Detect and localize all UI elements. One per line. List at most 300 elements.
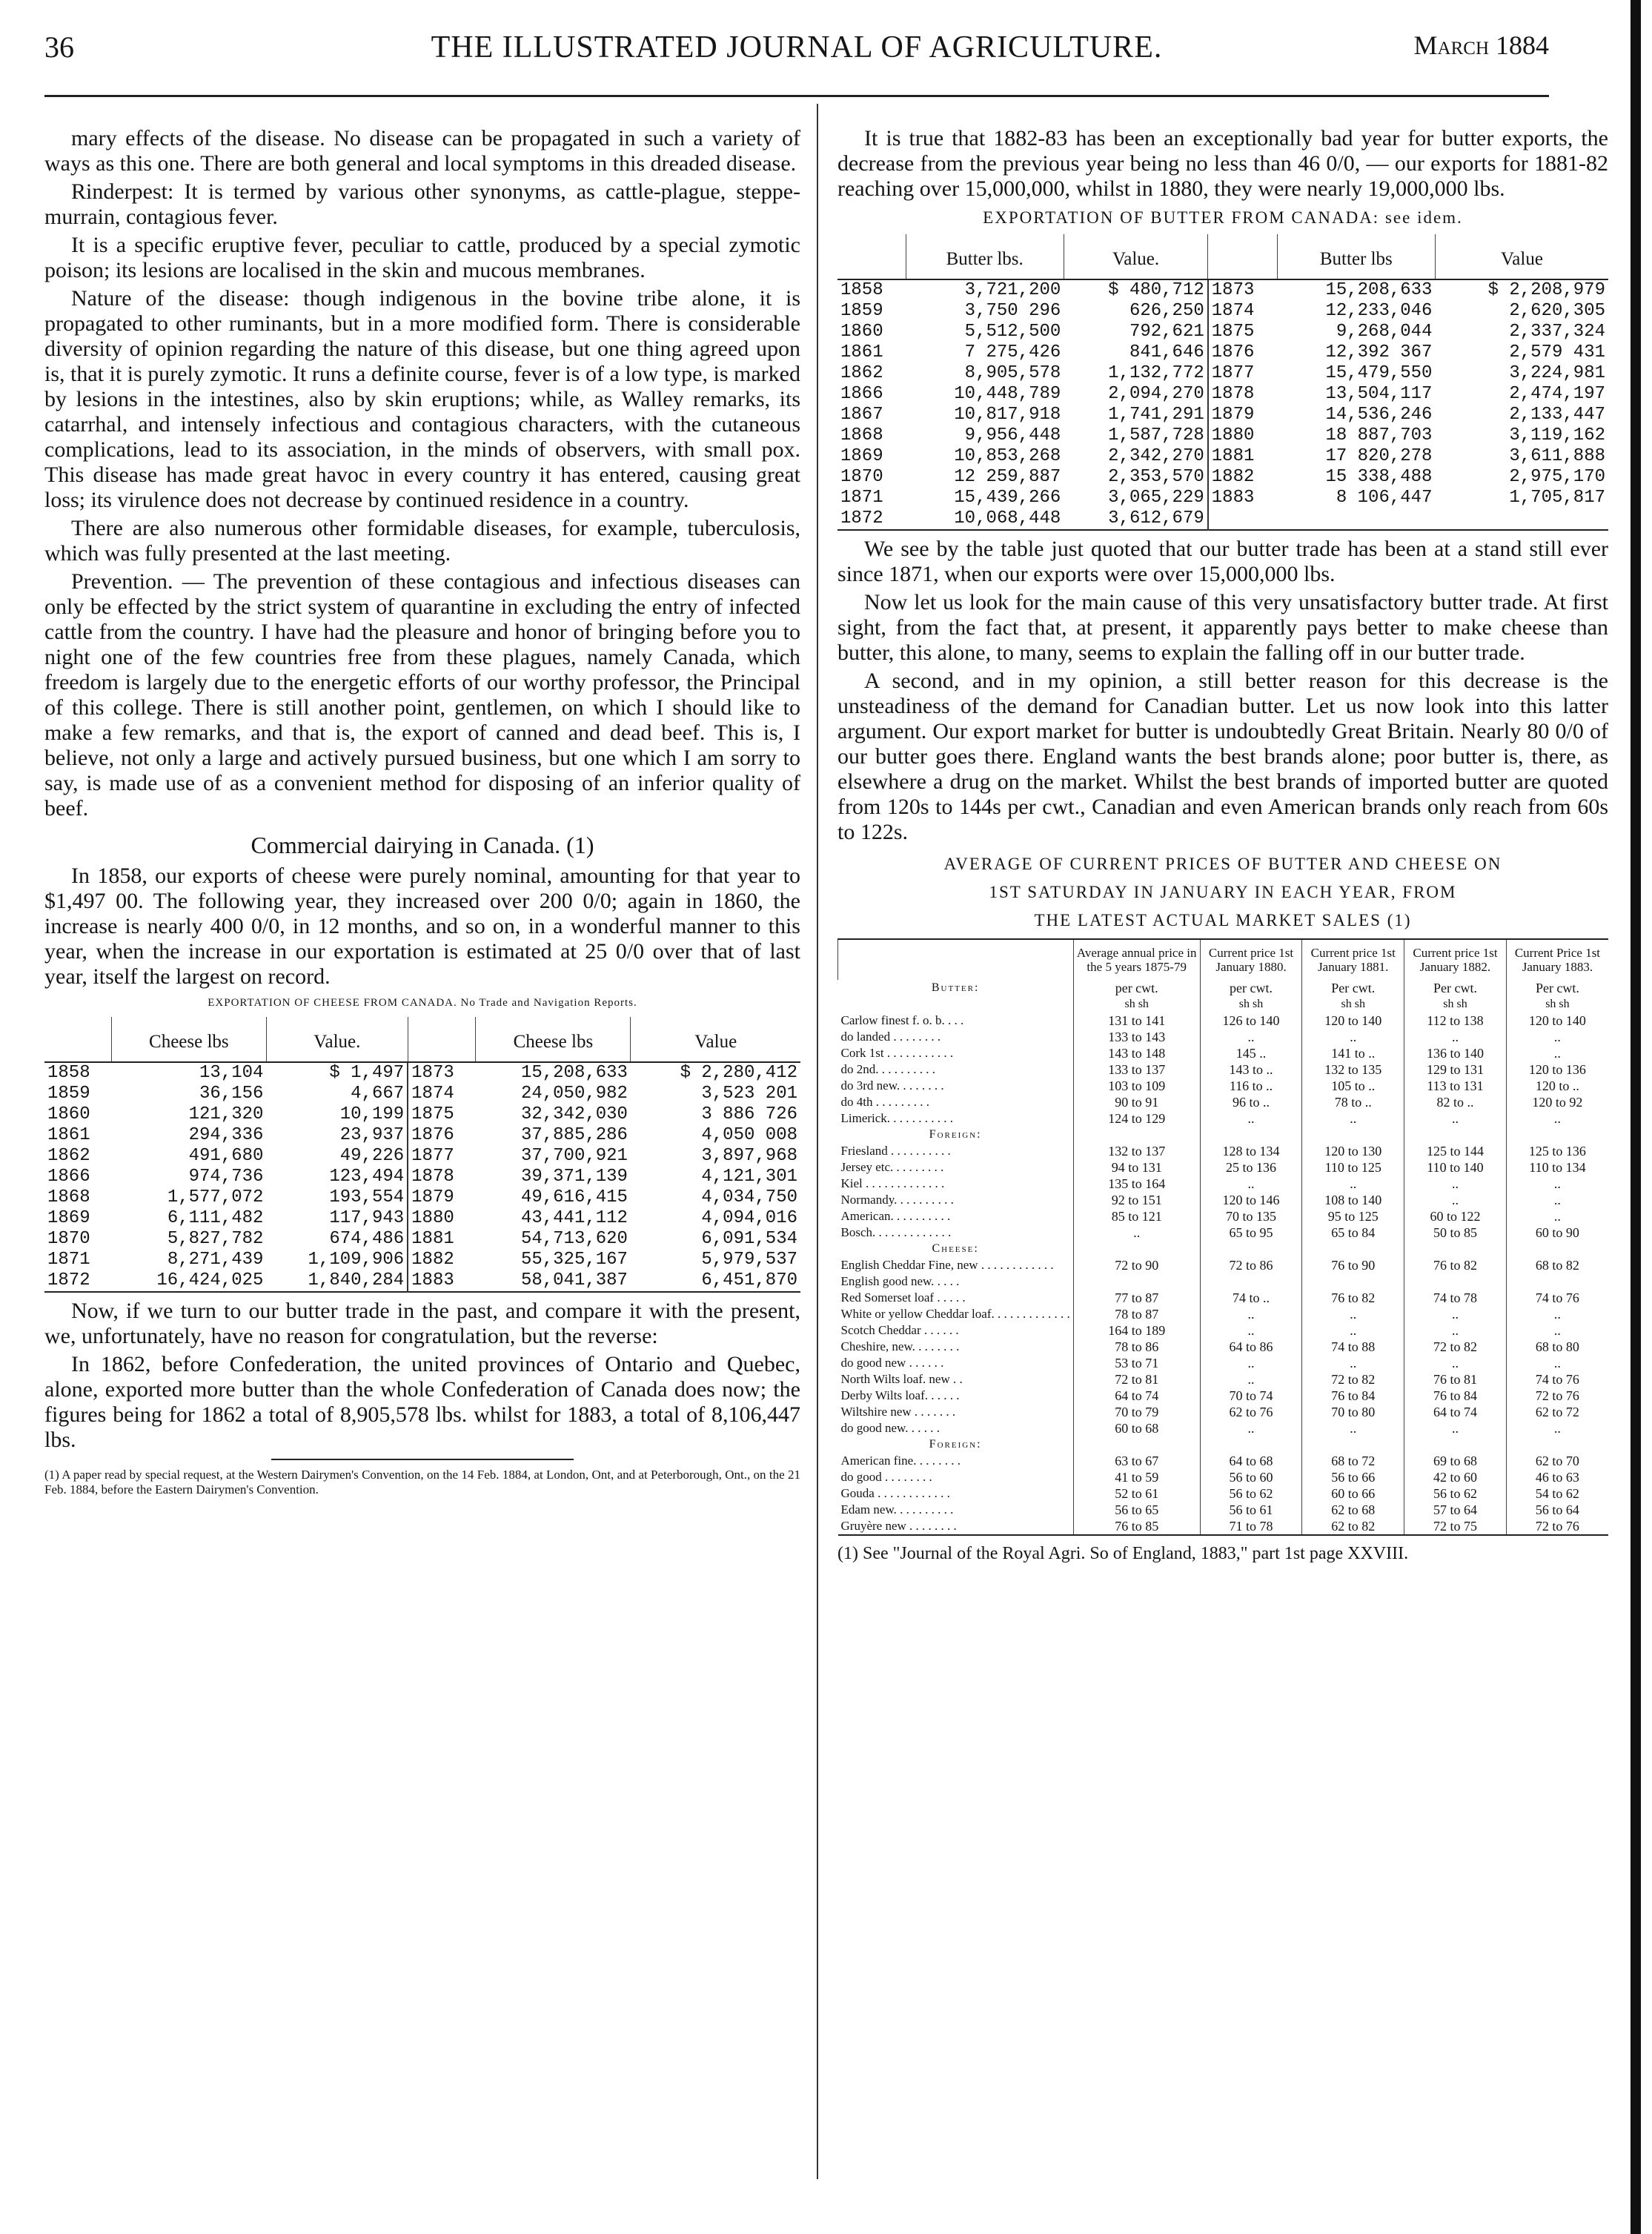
table-cell: 57 to 64 [1404,1502,1507,1518]
table-cell: 120 to 92 [1506,1094,1608,1110]
table-cell: 120 to 140 [1302,1012,1404,1029]
table-cell: 72 to 86 [1200,1257,1302,1273]
price-average-table [837,938,1608,1536]
table-cell: .. [1506,1306,1608,1322]
table-cell: 1872 [47,1270,90,1290]
table-row [838,1192,1609,1208]
table-cell: 5,512,500 [964,322,1061,342]
table-cell: 1873 [408,1062,476,1084]
table-cell: 92 to 151 [1073,1192,1200,1208]
table-cell: 72 to 75 [1404,1518,1507,1535]
table-row [838,1078,1609,1094]
table-cell: 2,337,324 [1509,322,1605,342]
price-table-title-line: AVERAGE OF CURRENT PRICES OF BUTTER AND CHEESE ON [943,855,1502,873]
table-cell: .. [1073,1224,1200,1241]
table-cell: 1862 [47,1146,90,1166]
table-row [837,279,1608,301]
table-row [838,1029,1609,1045]
table-cell: 68 to 72 [1302,1453,1404,1469]
table-row [838,1339,1609,1355]
table-cell: 3,721,200 [964,280,1061,300]
left-paragraphs [44,126,800,821]
dairying-heading: Commercial dairying in Canada. (1) [251,832,594,858]
table-cell: 1,705,817 [1509,488,1605,508]
table-cell: 70 to 74 [1200,1388,1302,1404]
body-paragraph: There are also numerous other formidable diseases, for example, tuberculosis, which was fully presented at the last meeting. [44,516,800,566]
table-cell: per cwt. [1073,980,1200,996]
table-cell: 1878 [408,1167,476,1187]
table-cell: 16,424,025 [156,1270,264,1290]
table-cell: 1873 [1208,279,1277,301]
table-cell: 68 to 82 [1506,1257,1608,1273]
table-cell: 3 886 726 [701,1104,797,1124]
table-cell: 2,579 431 [1509,342,1605,362]
table-cell: 2,133,447 [1509,405,1605,425]
table-cell: 76 to 90 [1302,1257,1404,1273]
table-row [838,1388,1609,1404]
table-cell: 121,320 [188,1104,264,1124]
row-label: Limerick. . . . . . . . . . . [840,1111,954,1125]
row-label: do landed . . . . . . . . [840,1030,941,1044]
table-cell: 128 to 134 [1200,1143,1302,1159]
table-cell: 143 to 148 [1073,1045,1200,1061]
table-cell: 39,371,139 [520,1167,628,1187]
table-cell [1302,1241,1404,1257]
table-cell: .. [1404,1192,1507,1208]
table-cell: 65 to 95 [1200,1224,1302,1241]
table-cell: .. [1200,1306,1302,1322]
table-cell: 74 to 88 [1302,1339,1404,1355]
table-cell: 120 to 130 [1302,1143,1404,1159]
table-cell: sh sh [1302,996,1404,1012]
column-header: Value. [1064,234,1207,279]
table-cell: .. [1404,1176,1507,1192]
table-cell: 64 to 86 [1200,1339,1302,1355]
price-table-title [837,852,1608,932]
table-cell: 55,325,167 [520,1250,628,1270]
column-header: Current price 1st January 1882. [1404,939,1507,980]
table-row [838,1306,1609,1322]
table-cell: 3,897,968 [701,1146,797,1166]
table-cell: $ 2,280,412 [680,1063,797,1083]
table-row [838,1436,1609,1453]
column-header: Value. [266,1017,408,1062]
left-after-paragraphs [44,1299,800,1453]
table-row [838,1453,1609,1469]
table-cell: 18 887,703 [1325,425,1433,445]
row-label: North Wilts loaf. new . . [840,1372,963,1386]
table-cell: 1878 [1208,384,1277,405]
table-cell: 70 to 80 [1302,1404,1404,1420]
table-cell: 3,750 296 [964,301,1061,321]
table-cell: .. [1506,1192,1608,1208]
table-cell: 64 to 74 [1404,1404,1507,1420]
table-cell: .. [1506,1029,1608,1045]
table-cell: 12,392 367 [1325,342,1433,362]
table-cell: 120 to 140 [1506,1012,1608,1029]
table-cell: 65 to 84 [1302,1224,1404,1241]
table-cell: 72 to 90 [1073,1257,1200,1273]
row-label: English Cheddar Fine, new . . . . . . . . . . . . [840,1258,1054,1272]
table-row [837,363,1608,384]
table-cell: 4,667 [351,1084,405,1104]
table-cell: .. [1506,1355,1608,1371]
table-cell: 15,208,633 [1325,280,1433,300]
table-cell: 1,577,072 [167,1187,264,1207]
table-cell: 56 to 60 [1200,1469,1302,1485]
right-paragraphs [837,537,1608,845]
table-cell: 94 to 131 [1073,1159,1200,1176]
table-cell: 1881 [1208,446,1277,467]
row-label: do good new. . . . . . [840,1421,940,1435]
table-cell: .. [1506,1045,1608,1061]
table-cell [1073,1127,1200,1143]
row-label: do good . . . . . . . . [840,1470,932,1484]
column-header [44,1017,111,1062]
table-row [44,1187,800,1208]
table-row [838,996,1609,1012]
table-row [44,1250,800,1270]
table-row [837,508,1608,530]
table-cell: 72 to 76 [1506,1518,1608,1535]
table-cell: 131 to 141 [1073,1012,1200,1029]
table-row [838,980,1609,996]
table-cell: .. [1302,1306,1404,1322]
table-cell: 13,504,117 [1325,384,1433,404]
table-cell [1435,508,1608,530]
row-label: Gouda . . . . . . . . . . . . [840,1486,950,1500]
table-cell: 7 275,426 [964,342,1061,362]
table-cell: 36,156 [199,1084,264,1104]
table-cell: .. [1302,1029,1404,1045]
table-cell: 110 to 134 [1506,1159,1608,1176]
table-cell: .. [1404,1110,1507,1127]
table-row [838,1518,1609,1535]
table-cell: sh sh [1073,996,1200,1012]
column-header: Butter lbs [1277,234,1435,279]
table-cell: 71 to 78 [1200,1518,1302,1535]
page-header [44,30,1549,74]
table-cell: 1,132,772 [1108,363,1204,383]
table-cell: 1866 [840,384,883,404]
table-cell: .. [1200,1322,1302,1339]
table-cell: 164 to 189 [1073,1322,1200,1339]
table-row [838,1143,1609,1159]
table-cell: 1870 [47,1229,90,1249]
row-label: Normandy. . . . . . . . . . [840,1193,954,1207]
table-cell [1200,1241,1302,1257]
table-cell: 491,680 [188,1146,264,1166]
row-label: Derby Wilts loaf. . . . . . [840,1388,960,1402]
body-paragraph: In 1862, before Confederation, the united provinces of Ontario and Quebec, alone, exported more butter than the whole Confederation of Canada does now; the figures being for 1862 a total of 8,905,578 lbs. whilst for 1883, a total of 8,106,447 lbs. [44,1352,800,1452]
table-cell: 110 to 140 [1404,1159,1507,1176]
table-cell: 123,494 [329,1167,405,1187]
table-cell: 1858 [840,280,883,300]
table-cell: 1874 [1208,301,1277,322]
table-row [837,384,1608,405]
column-header [838,939,1074,980]
table-cell: 10,448,789 [954,384,1061,404]
table-cell: .. [1302,1110,1404,1127]
table-cell: 1882 [408,1250,476,1270]
table-row [44,1146,800,1167]
column-header: Average annual price in the 5 years 1875-79 [1073,939,1200,980]
table-cell: 974,736 [188,1167,264,1187]
table-cell: .. [1302,1420,1404,1436]
table-row [838,1110,1609,1127]
table-cell: 6,111,482 [167,1208,264,1228]
table-cell: 50 to 85 [1404,1224,1507,1241]
table-cell: 3,119,162 [1509,425,1605,445]
table-row [44,1062,800,1084]
table-cell: 125 to 136 [1506,1143,1608,1159]
table-row [837,322,1608,342]
table-cell: 124 to 129 [1073,1110,1200,1127]
table-cell: 78 to .. [1302,1094,1404,1110]
table-cell: .. [1302,1355,1404,1371]
row-label: Butter: [931,981,980,994]
column-header: Cheese lbs [111,1017,266,1062]
table-cell: 108 to 140 [1302,1192,1404,1208]
table-cell: 116 to .. [1200,1078,1302,1094]
table-cell: 32,342,030 [520,1104,628,1124]
table-cell: .. [1506,1110,1608,1127]
table-cell: 90 to 91 [1073,1094,1200,1110]
table-cell: 56 to 62 [1200,1485,1302,1502]
table-cell: 135 to 164 [1073,1176,1200,1192]
column-header [837,234,906,279]
table-cell: 64 to 68 [1200,1453,1302,1469]
body-paragraph: It is a specific eruptive fever, peculiar to cattle, produced by a special zymotic poison; its lesions are localised in the skin and mucous membranes. [44,233,800,282]
table-row [837,425,1608,446]
table-row [838,1404,1609,1420]
row-label: Red Somerset loaf . . . . . [840,1290,966,1305]
body-paragraph: Prevention. — The prevention of these contagious and infectious diseases can only be effected by the strict system of quarantine in excluding the entry of infected cattle from the country. I have had the pleasure and honor of bringing before you to night one of the few countries free from these plagues, namely Canada, which freedom is largely due to the energetic efforts of our worthy professor, the Principal of this college. There is still another point, gentlemen, on which I should like to make a few remarks, and that is, the export of canned and dead beef. This is, I believe, not only a large and actively pursued business, but one which I am sorry to say, is made use of as a convenient method for disposing of an inferior quality of beef. [44,569,800,821]
table-cell: 113 to 131 [1404,1078,1507,1094]
table-cell: 1876 [408,1125,476,1146]
table-row [838,1322,1609,1339]
table-cell: 62 to 82 [1302,1518,1404,1535]
table-cell: 78 to 87 [1073,1306,1200,1322]
table-row [44,1084,800,1104]
table-row [838,1485,1609,1502]
table-cell: 1877 [1208,363,1277,384]
table-row [838,1176,1609,1192]
table-row [838,1420,1609,1436]
column-header [1208,234,1277,279]
row-label: Cork 1st . . . . . . . . . . . [840,1046,954,1060]
header-rule [44,95,1549,97]
table-cell [1404,1436,1507,1453]
row-label: do good new . . . . . . [840,1356,944,1370]
table-row [838,1208,1609,1224]
row-label: do 3rd new. . . . . . . . [840,1078,944,1093]
table-row [838,1257,1609,1273]
table-cell: .. [1302,1322,1404,1339]
table-cell: 1880 [1208,425,1277,446]
table-cell: 125 to 144 [1404,1143,1507,1159]
table-cell: .. [1404,1029,1507,1045]
table-cell: 1870 [840,467,883,487]
table-cell: 626,250 [1129,301,1204,321]
table-row [838,1012,1609,1029]
table-cell: 1859 [840,301,883,321]
table-cell: 60 to 122 [1404,1208,1507,1224]
row-label: Foreign: [929,1128,982,1141]
table-cell: 1872 [840,508,883,528]
right-column [837,126,1608,1564]
body-paragraph: Now, if we turn to our butter trade in the past, and compare it with the present, we, unfortunately, have no reason for congratulation, but the reverse: [44,1299,800,1348]
table-cell: 77 to 87 [1073,1290,1200,1306]
column-header: Cheese lbs [476,1017,631,1062]
table-cell [1302,1127,1404,1143]
table-row [837,405,1608,425]
row-label [838,996,1074,1012]
table-cell: 294,336 [188,1125,264,1145]
table-cell: 193,554 [329,1187,405,1207]
table-cell: sh sh [1200,996,1302,1012]
table-cell: 1860 [47,1104,90,1124]
table-cell: 56 to 64 [1506,1502,1608,1518]
table-cell [1073,1436,1200,1453]
table-cell: 8 106,447 [1336,488,1433,508]
table-cell: 4,050 008 [701,1125,797,1145]
table-cell: $ 1,497 [329,1063,405,1083]
table-row [838,1094,1609,1110]
column-header: Current Price 1st January 1883. [1506,939,1608,980]
table-cell: 1871 [840,488,883,508]
table-cell: 1868 [840,425,883,445]
table-cell [1404,1241,1507,1257]
column-header: Value [631,1017,800,1062]
table-cell: .. [1404,1306,1507,1322]
table-row [44,1167,800,1187]
table-cell: 1860 [840,322,883,342]
table-cell: 76 to 85 [1073,1518,1200,1535]
table-cell: 62 to 68 [1302,1502,1404,1518]
table-cell: 1869 [47,1208,90,1228]
table-cell: 42 to 60 [1404,1469,1507,1485]
table-cell: 2,342,270 [1108,446,1204,466]
table-cell: sh sh [1404,996,1507,1012]
table-cell: 53 to 71 [1073,1355,1200,1371]
table-cell: 6,451,870 [701,1270,797,1290]
table-cell: 1,587,728 [1108,425,1204,445]
table-cell: 82 to .. [1404,1094,1507,1110]
table-row [44,1270,800,1292]
column-header: Value [1435,234,1608,279]
table-cell: 12,233,046 [1325,301,1433,321]
table-cell: 68 to 80 [1506,1339,1608,1355]
table-cell: 76 to 82 [1302,1290,1404,1306]
table-cell: 14,536,246 [1325,405,1433,425]
table-cell: .. [1506,1176,1608,1192]
table-cell: 110 to 125 [1302,1159,1404,1176]
table-row [838,1469,1609,1485]
right-intro: It is true that 1882-83 has been an exceptionally bad year for butter exports, the decrease from the previous year being no less than 46 0/0, — our exports for 1881-82 reaching over 15,000,000, whilst in 1880, they were nearly 19,000,000 lbs. [837,126,1608,201]
row-label: Bosch. . . . . . . . . . . . . [840,1225,952,1239]
table-cell: 132 to 135 [1302,1061,1404,1078]
table-cell: 133 to 143 [1073,1029,1200,1045]
table-cell: 133 to 137 [1073,1061,1200,1078]
table-cell: 136 to 140 [1404,1045,1507,1061]
table-cell: .. [1200,1371,1302,1388]
table-cell: 60 to 90 [1506,1224,1608,1241]
table-cell: 54,713,620 [520,1229,628,1249]
price-table-title-line: THE LATEST ACTUAL MARKET SALES (1) [1034,911,1412,929]
table-cell: 145 .. [1200,1045,1302,1061]
table-cell: 1880 [408,1208,476,1229]
column-header: Current price 1st January 1881. [1302,939,1404,980]
journal-title: THE ILLUSTRATED JOURNAL OF AGRICULTURE. [431,30,1163,64]
table-cell: 52 to 61 [1073,1485,1200,1502]
table-cell: Per cwt. [1506,980,1608,996]
table-cell: Per cwt. [1302,980,1404,996]
row-label: Cheese: [932,1242,979,1255]
table-cell: 1861 [840,342,883,362]
table-cell [1200,1127,1302,1143]
table-cell: 105 to .. [1302,1078,1404,1094]
column-divider [817,104,818,2179]
table-cell: 25 to 136 [1200,1159,1302,1176]
table-cell: 56 to 62 [1404,1485,1507,1502]
table-cell: 62 to 72 [1506,1404,1608,1420]
table-cell: 85 to 121 [1073,1208,1200,1224]
table-cell: 120 to 146 [1200,1192,1302,1208]
row-label: Cheshire, new. . . . . . . . [840,1339,960,1353]
table-cell: 78 to 86 [1073,1339,1200,1355]
table-cell: 63 to 67 [1073,1453,1200,1469]
table-cell: 3,065,229 [1108,488,1204,508]
row-label: Kiel . . . . . . . . . . . . . [840,1176,945,1190]
row-label: Carlow finest f. o. b. . . . [840,1013,964,1027]
table-cell: 117,943 [329,1208,405,1228]
table-cell: 1881 [408,1229,476,1250]
table-cell: 2,094,270 [1108,384,1204,404]
table-cell: per cwt. [1200,980,1302,996]
table-row [44,1229,800,1250]
row-label: Gruyère new . . . . . . . . [840,1519,957,1533]
table-row [838,1127,1609,1143]
table-cell: .. [1404,1420,1507,1436]
table-cell: 3,224,981 [1509,363,1605,383]
cheese-table-title: EXPORTATION OF CHEESE FROM CANADA. No Trade and Navigation Reports. [208,997,637,1009]
row-label: Edam new. . . . . . . . . . [840,1502,954,1517]
page-number: 36 [44,30,74,64]
table-cell: 74 to 76 [1506,1290,1608,1306]
butter-table-title: EXPORTATION OF BUTTER FROM CANADA: see idem. [983,208,1463,227]
table-cell [1277,508,1435,530]
table-cell: 37,700,921 [520,1146,628,1166]
table-cell: 5,827,782 [167,1229,264,1249]
table-cell: 5,979,537 [701,1250,797,1270]
table-cell: 74 to .. [1200,1290,1302,1306]
cheese-export-table [44,1017,800,1293]
body-paragraph: Now let us look for the main cause of this very unsatisfactory butter trade. At first sight, from the fact that, at present, it apparently pays better to make cheese than butter, this alone, to many, seems to explain the falling off in our butter trade. [837,590,1608,665]
table-cell: 15,479,550 [1325,363,1433,383]
body-paragraph: Nature of the disease: though indigenous in the bovine tribe alone, it is propagated to other ruminants, but in a more modified form. There is considerable diversity of opinion regarding the nature of this disease, but one thing agreed upon is, that it is purely zymotic. It runs a definite course, fever is of a low type, is marked by lesions in the intestines, also by skin eruptions; while, as Walley remarks, its catarrhal, and intensely infectious and contagious characters, with the cutaneous complications, lead to its association, in the minds of observers, with small pox. This disease has made great havoc in every country it has entered, causing great loss; its virulence does not decrease by continued residence in a country. [44,286,800,512]
table-cell: .. [1200,1176,1302,1192]
table-cell: 1875 [408,1104,476,1125]
table-cell: 1879 [1208,405,1277,425]
table-cell: 674,486 [329,1229,405,1249]
table-cell: 141 to .. [1302,1045,1404,1061]
table-cell: 2,620,305 [1509,301,1605,321]
table-row [838,1273,1609,1290]
table-cell: 6,091,534 [701,1229,797,1249]
row-label: Scotch Cheddar . . . . . . [840,1323,959,1337]
table-cell: Per cwt. [1404,980,1507,996]
